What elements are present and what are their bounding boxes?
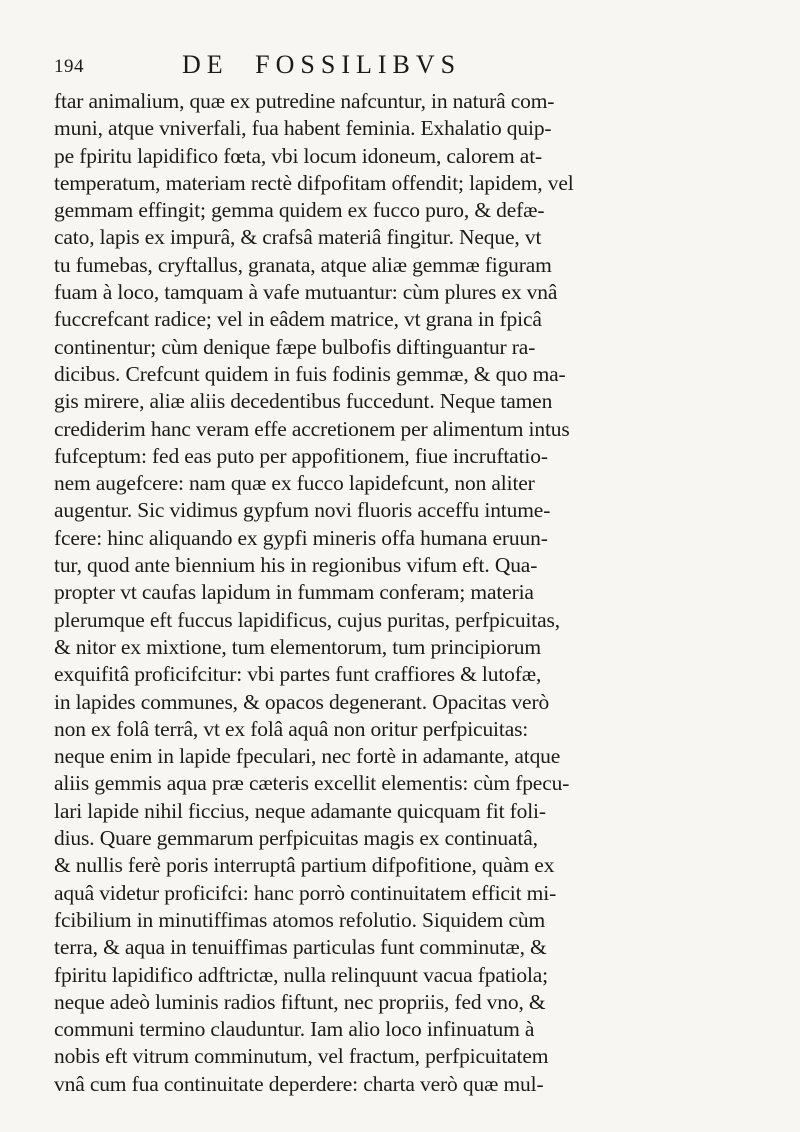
text-line: nobis eft vitrum comminutum, vel fractum, perfpicuitatem [54,1044,549,1069]
text-line: aquâ videtur proficifci: hanc porrò continuitatem efficit mi- [54,880,557,905]
text-line: plerumque eft fuccus lapidificus, cujus puritas, perfpicuitas, [54,607,560,632]
text-line: nem augefcere: nam quæ ex fucco lapidefcunt, non aliter [54,471,535,496]
text-line: fcibilium in minutiffimas atomos refolutio. Siquidem cùm [54,907,546,932]
text-line: communi termino clauduntur. Iam alio loco infinuatum à [54,1017,535,1042]
text-line: gemmam effingit; gemma quidem ex fucco puro, & defæ- [54,198,545,223]
text-line: continentur; cùm denique fæpe bulbofis diftinguantur ra- [54,334,536,359]
text-line: fuccrefcant radice; vel in eâdem matrice, vt grana in fpicâ [54,307,542,332]
text-line: muni, atque vniverfali, fua habent feminia. Exhalatio quip- [54,116,552,141]
text-line: & nullis ferè poris interruptâ partium difpofitione, quàm ex [54,853,555,878]
text-line: propter vt caufas lapidum in fummam conferam; materia [54,580,534,605]
text-line: neque enim in lapide fpeculari, nec fortè in adamante, atque [54,744,561,769]
text-line: neque adeò luminis radios fiftunt, nec propriis, fed vno, & [54,989,546,1014]
text-line: cato, lapis ex impurâ, & crafsâ materiâ fingitur. Neque, vt [54,225,542,250]
text-line: fcere: hinc aliquando ex gypfi mineris offa humana eruun- [54,525,548,550]
running-head: DE FOSSILIBVS [182,50,462,79]
text-line: dicibus. Crefcunt quidem in fuis fodinis gemmæ, & quo ma- [54,361,566,386]
text-line: non ex folâ terrâ, vt ex folâ aquâ non oritur perfpicuitas: [54,716,529,741]
text-line: fufceptum: fed eas puto per appofitionem, fiue incruftatio- [54,443,548,468]
text-line: exquifitâ proficifcitur: vbi partes funt craffiores & lutofæ, [54,662,542,687]
text-line: pe fpiritu lapidifico fœta, vbi locum idoneum, calorem at- [54,143,543,168]
text-line: crediderim hanc veram effe accretionem per alimentum intus [54,416,570,441]
text-line: tur, quod ante biennium his in regionibus vifum eft. Qua- [54,553,538,578]
text-line: tu fumebas, cryftallus, granata, atque aliæ gemmæ figuram [54,252,552,277]
page-header [54,50,774,80]
text-line: fuam à loco, tamquam à vafe mutuantur: cùm plures ex vnâ [54,280,558,305]
text-line: ftar animalium, quæ ex putredine nafcuntur, in naturâ com- [54,89,555,113]
text-line: augentur. Sic vidimus gypfum novi fluoris acceffu intume- [54,498,551,523]
text-line: aliis gemmis aqua præ cæteris excellit elementis: cùm fpecu- [54,771,570,796]
page-number: 194 [54,56,84,77]
text-line: vnâ cum fua continuitate deperdere: charta verò quæ mul- [54,1071,544,1096]
text-line: terra, & aqua in tenuiffimas particulas funt comminutæ, & [54,935,547,960]
text-line: in lapides communes, & opacos degenerant. Opacitas verò [54,689,550,714]
text-line: lari lapide nihil ficcius, neque adamante quicquam fit foli- [54,798,546,823]
text-line: temperatum, materiam rectè difpofitam offendit; lapidem, vel [54,170,574,195]
text-line: fpiritu lapidifico adftrictæ, nulla relinquunt vacua fpatiola; [54,962,548,987]
body-text [54,88,772,1098]
text-line: gis mirere, aliæ aliis decedentibus fuccedunt. Neque tamen [54,389,553,414]
text-line: & nitor ex mixtione, tum elementorum, tum principiorum [54,634,541,659]
text-line: dius. Quare gemmarum perfpicuitas magis ex continuatâ, [54,826,538,851]
